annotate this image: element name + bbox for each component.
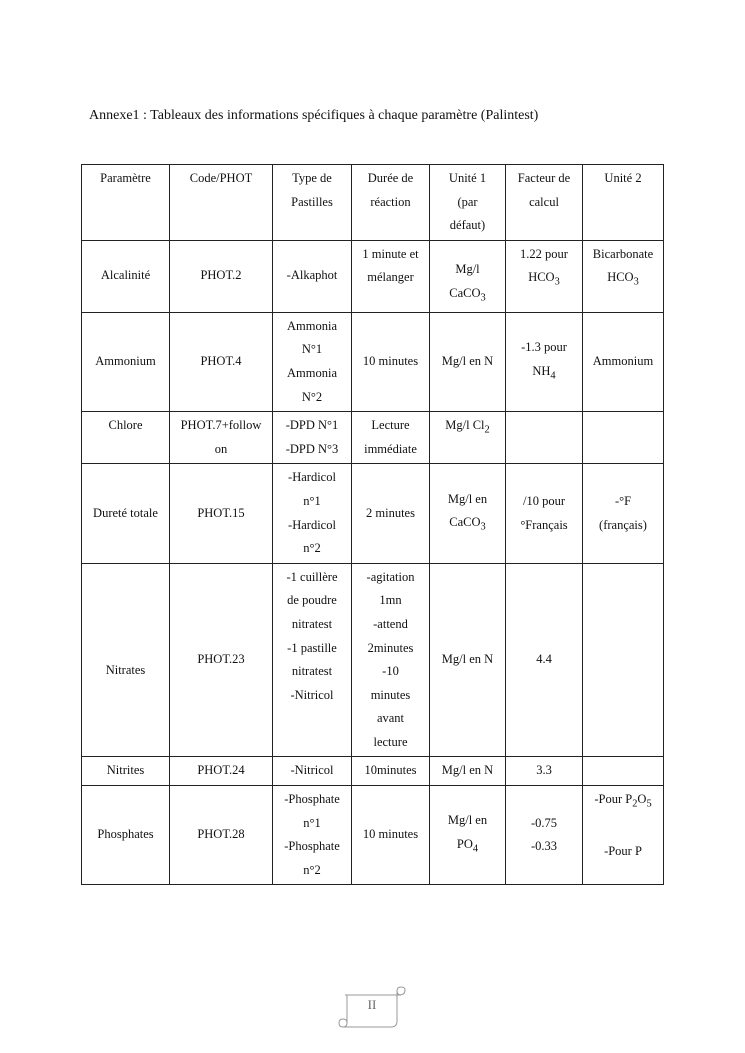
cell-line: nitratest	[291, 616, 333, 631]
cell-type	[273, 312, 352, 411]
header-unite-2: Unité 2	[583, 165, 664, 241]
cell-code: PHOT.28	[170, 786, 273, 885]
cell-parametre: Chlore	[82, 412, 170, 464]
header-line: (par	[457, 194, 478, 209]
cell-line: nitratest	[291, 664, 333, 679]
cell-unite-2	[583, 240, 664, 312]
cell-line: Bicarbonate	[592, 246, 654, 261]
cell-line: n°1	[303, 815, 321, 830]
cell-unite-1	[430, 786, 506, 885]
cell-line: -1.3 pour	[521, 340, 567, 355]
cell-unite-1: Mg/l en N	[430, 312, 506, 411]
cell-unite-1: Mg/l en N	[430, 563, 506, 757]
cell-line: mélanger	[367, 270, 414, 285]
table-row	[82, 464, 664, 563]
cell-line: -Hardicol	[288, 470, 336, 485]
header-line: Unité 1	[448, 171, 487, 185]
cell-line: PHOT.7+follow	[180, 418, 262, 433]
formula-base: CaCO	[449, 515, 481, 530]
cell-line: Mg/l en	[447, 813, 488, 828]
table-header-row	[82, 165, 664, 241]
cell-line: -DPD N°1	[285, 418, 339, 433]
cell-unite-2	[583, 757, 664, 786]
cell-unite-1	[430, 240, 506, 312]
subscript: 4	[472, 843, 479, 855]
cell-line: minutes	[370, 687, 411, 702]
cell-line: N°1	[301, 342, 323, 357]
header-line: réaction	[370, 194, 411, 209]
cell-line: -Pour P	[604, 843, 642, 858]
cell-line: de poudre	[287, 593, 337, 608]
cell-line: Ammonia	[287, 318, 337, 333]
cell-unite-2	[583, 412, 664, 464]
cell-line: n°1	[303, 493, 321, 508]
formula-base: HCO	[607, 270, 634, 285]
cell-line	[585, 266, 661, 294]
table-row	[82, 757, 664, 786]
header-type-pastilles	[273, 165, 352, 241]
cell-line: Mg/l en	[447, 491, 488, 506]
cell-line	[585, 788, 661, 816]
cell-type: -Alkaphot	[273, 240, 352, 312]
cell-line: n°2	[303, 541, 321, 556]
subscript: 3	[554, 276, 560, 288]
subscript: 3	[480, 292, 486, 304]
cell-unite-2	[583, 786, 664, 885]
table-row	[82, 312, 664, 411]
cell-parametre: Dureté totale	[82, 464, 170, 563]
header-line: Pastilles	[291, 194, 333, 209]
cell-facteur	[506, 464, 583, 563]
header-duree	[352, 165, 430, 241]
page-number: II	[367, 997, 377, 1012]
cell-facteur	[506, 412, 583, 464]
header-line: défaut)	[449, 218, 486, 233]
table-row	[82, 563, 664, 757]
cell-unite-2	[583, 563, 664, 757]
cell-parametre: Alcalinité	[82, 240, 170, 312]
cell-line: immédiate	[364, 441, 417, 456]
cell-line	[432, 282, 503, 310]
formula-base: NH	[532, 363, 551, 378]
cell-line: Lecture	[371, 418, 410, 433]
cell-type	[273, 563, 352, 757]
cell-line: -Hardicol	[288, 517, 336, 532]
cell-line: /10 pour	[522, 493, 565, 508]
cell-line: -Phosphate	[284, 839, 340, 854]
cell-line: on	[214, 441, 228, 456]
cell-type	[273, 786, 352, 885]
cell-line: 1mn	[379, 593, 402, 608]
cell-facteur: 4.4	[506, 563, 583, 757]
table-caption: Annexe1 : Tableaux des informations spécifiques à chaque paramètre (Palintest)	[89, 108, 539, 123]
cell-parametre: Nitrites	[82, 757, 170, 786]
cell-unite-2	[583, 464, 664, 563]
cell-facteur	[506, 786, 583, 885]
parameters-table	[81, 164, 664, 885]
cell-code: PHOT.4	[170, 312, 273, 411]
cell-duree: 10 minutes	[352, 786, 430, 885]
cell-line	[585, 816, 661, 840]
cell-line: -DPD N°3	[285, 441, 339, 456]
cell-code: PHOT.23	[170, 563, 273, 757]
formula-base: CaCO	[449, 285, 481, 300]
cell-line: (français)	[599, 517, 647, 532]
header-line: Facteur de	[517, 171, 571, 185]
cell-line: -agitation	[366, 569, 415, 584]
cell-facteur	[506, 240, 583, 312]
header-unite-1	[430, 165, 506, 241]
cell-line: 2minutes	[367, 640, 414, 655]
cell-code: PHOT.2	[170, 240, 273, 312]
cell-unite-1	[430, 464, 506, 563]
formula-base: HCO	[528, 270, 555, 285]
cell-line: -0.33	[530, 839, 558, 854]
cell-line: -Phosphate	[284, 792, 340, 807]
header-line: Durée de	[367, 171, 414, 185]
cell-duree: 10 minutes	[352, 312, 430, 411]
header-parametre: Paramètre	[82, 165, 170, 241]
cell-type: -Nitricol	[273, 757, 352, 786]
cell-line: Mg/l	[455, 262, 480, 277]
cell-code: PHOT.24	[170, 757, 273, 786]
cell-line: -1 pastille	[287, 640, 337, 655]
cell-unite-2: Ammonium	[583, 312, 664, 411]
cell-line: -1 cuillère	[286, 569, 338, 584]
subscript: 2	[632, 798, 638, 810]
subscript: 5	[646, 798, 652, 810]
cell-line: °Français	[520, 517, 568, 532]
cell-parametre: Phosphates	[82, 786, 170, 885]
subscript: 3	[480, 521, 486, 533]
cell-line: -°F	[614, 493, 632, 508]
cell-line	[432, 833, 503, 861]
cell-facteur: 3.3	[506, 757, 583, 786]
formula-base: Mg/l Cl	[445, 418, 485, 433]
cell-facteur	[506, 312, 583, 411]
header-code-phot: Code/PHOT	[170, 165, 273, 241]
cell-line: -0.75	[530, 815, 558, 830]
cell-line	[432, 511, 503, 539]
header-facteur	[506, 165, 583, 241]
cell-duree: 2 minutes	[352, 464, 430, 563]
header-line: calcul	[529, 194, 559, 209]
cell-line: lecture	[373, 734, 408, 749]
cell-line: n°2	[303, 862, 321, 877]
cell-duree: 10minutes	[352, 757, 430, 786]
cell-line: Ammonia	[287, 365, 337, 380]
formula-base: O	[637, 792, 647, 807]
cell-line	[508, 360, 580, 388]
cell-code: PHOT.15	[170, 464, 273, 563]
cell-line: N°2	[301, 389, 323, 404]
cell-line: avant	[376, 711, 405, 726]
table-row	[82, 240, 664, 312]
cell-line	[508, 266, 580, 294]
table-row	[82, 786, 664, 885]
header-line: Type de	[292, 171, 332, 185]
formula-base: PO	[456, 837, 473, 851]
cell-line: -attend	[373, 616, 408, 631]
cell-line: 1.22 pour	[520, 246, 568, 261]
cell-parametre: Ammonium	[82, 312, 170, 411]
subscript: 4	[550, 370, 556, 382]
subscript: 3	[633, 276, 639, 288]
cell-code	[170, 412, 273, 464]
cell-line: 1 minute et	[362, 246, 419, 261]
cell-duree	[352, 412, 430, 464]
cell-duree	[352, 240, 430, 312]
cell-line: -Nitricol	[290, 687, 334, 702]
cell-line: -10	[382, 664, 399, 679]
cell-type	[273, 412, 352, 464]
cell-duree	[352, 563, 430, 757]
formula-base: -Pour P	[594, 792, 633, 807]
cell-unite-1	[430, 412, 506, 464]
table-row	[82, 412, 664, 464]
cell-parametre: Nitrates	[82, 563, 170, 757]
cell-type	[273, 464, 352, 563]
subscript: 2	[484, 424, 490, 436]
cell-unite-1: Mg/l en N	[430, 757, 506, 786]
